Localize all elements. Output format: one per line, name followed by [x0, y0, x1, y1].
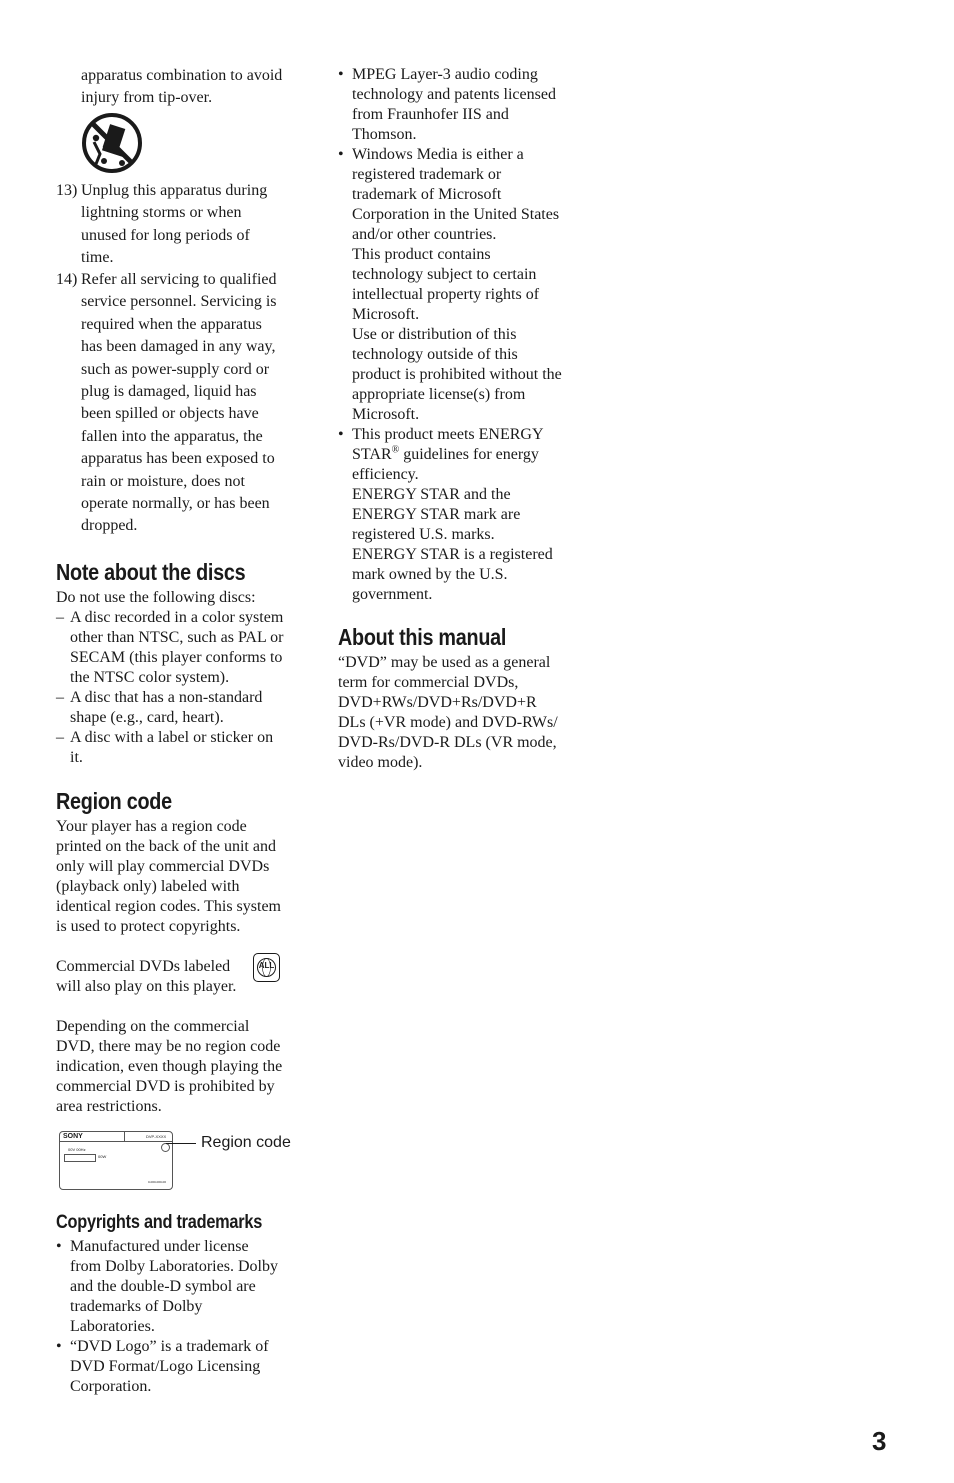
region-all-badge: ALL: [253, 953, 280, 982]
region-paragraph-2: Commercial DVDs labeled will also play on this player.: [56, 958, 237, 995]
list-item: – A disc with a label or sticker on it.: [56, 729, 274, 766]
label-model: DVP-XXXX: [146, 1134, 167, 1139]
label-brand: SONY: [63, 1133, 83, 1140]
label-watts: 00W: [98, 1154, 107, 1159]
page-number: 3: [872, 1426, 887, 1456]
copyrights-list: [56, 1237, 306, 1397]
list-item: • “DVD Logo” is a trademark of DVD Format/Logo Licensing Corporation.: [56, 1338, 269, 1395]
region-heading: Region code: [56, 788, 172, 814]
trademark-list: [338, 65, 586, 605]
list-item: • MPEG Layer-3 audio coding technology and patents licensed from Fraunhofer IIS and Thomson.: [338, 66, 556, 143]
intro-text: apparatus combination to avoid injury from tip-over.: [81, 67, 283, 107]
copyrights-heading: Copyrights and trademarks: [56, 1212, 263, 1233]
list-item: – A disc recorded in a color system other than NTSC, such as PAL or SECAM (this player conforms to the NTSC color system).: [56, 609, 284, 686]
numbered-item-13: 13) Unplug this apparatus during lightning storms or when unused for long periods of time.: [56, 182, 268, 267]
discs-heading: Note about the discs: [56, 559, 246, 585]
region-paragraph-3: Depending on the commercial DVD, there may be no region code indication, even though playing the commercial DVD is prohibited by area restrictions.: [56, 1018, 283, 1115]
region-code-callout: Region code: [201, 1134, 291, 1151]
discs-section: [56, 588, 306, 768]
list-item: • Manufactured under license from Dolby Laboratories. Dolby and the double-D symbol are trademarks of Dolby Laboratories.: [56, 1238, 278, 1335]
region-paragraph-1: Your player has a region code printed on the back of the unit and only will play commercial DVDs (playback only) labeled with identical region codes. This system is used to protect copyrights.: [56, 818, 281, 935]
list-item: – A disc that has a non-standard shape (e.g., card, heart).: [56, 689, 263, 726]
numbered-item-14: 14) Refer all servicing to qualified service personnel. Servicing is required when the apparatus has been damaged in any way, such as power-supply cord or plug is damaged, liquid has been spilled or objects have fallen into the apparatus, the apparatus has been exposed to rain or moisture, does not operate normally, or has been dropped.: [56, 271, 277, 535]
manual-heading: About this manual: [338, 624, 507, 650]
list-item: • Windows Media is either a registered trademark or trademark of Microsoft Corporation in the United States and/or other countries. This product contains technology subject to certain intellectual property rights of Microsoft. Use or distribution of this technology outside of this product is prohibited without the appropriate license(s) from Microsoft.: [338, 146, 562, 423]
discs-intro: Do not use the following discs:: [56, 589, 256, 606]
region-code-mark: [161, 1143, 170, 1152]
list-item-energy-star: • This product meets ENERGY STAR® guidelines for energy efficiency. ENERGY STAR and the ENERGY STAR mark are registered U.S. marks. ENERGY STAR is a registered mark owned by the U.S. government.: [338, 426, 553, 603]
label-serial: 0-000-000-00: [148, 1180, 167, 1184]
rear-panel-label: [59, 1131, 173, 1190]
callout-line: [166, 1143, 196, 1144]
tip-over-warning-icon: [80, 112, 144, 174]
label-voltage: 00V 00Hz: [68, 1147, 86, 1152]
manual-paragraph: “DVD” may be used as a general term for commercial DVDs, DVD+RWs/DVD+Rs/DVD+R DLs (+VR mode) and DVD-RWs/ DVD-Rs/DVD-R DLs (VR mode, video mode).: [338, 654, 558, 771]
